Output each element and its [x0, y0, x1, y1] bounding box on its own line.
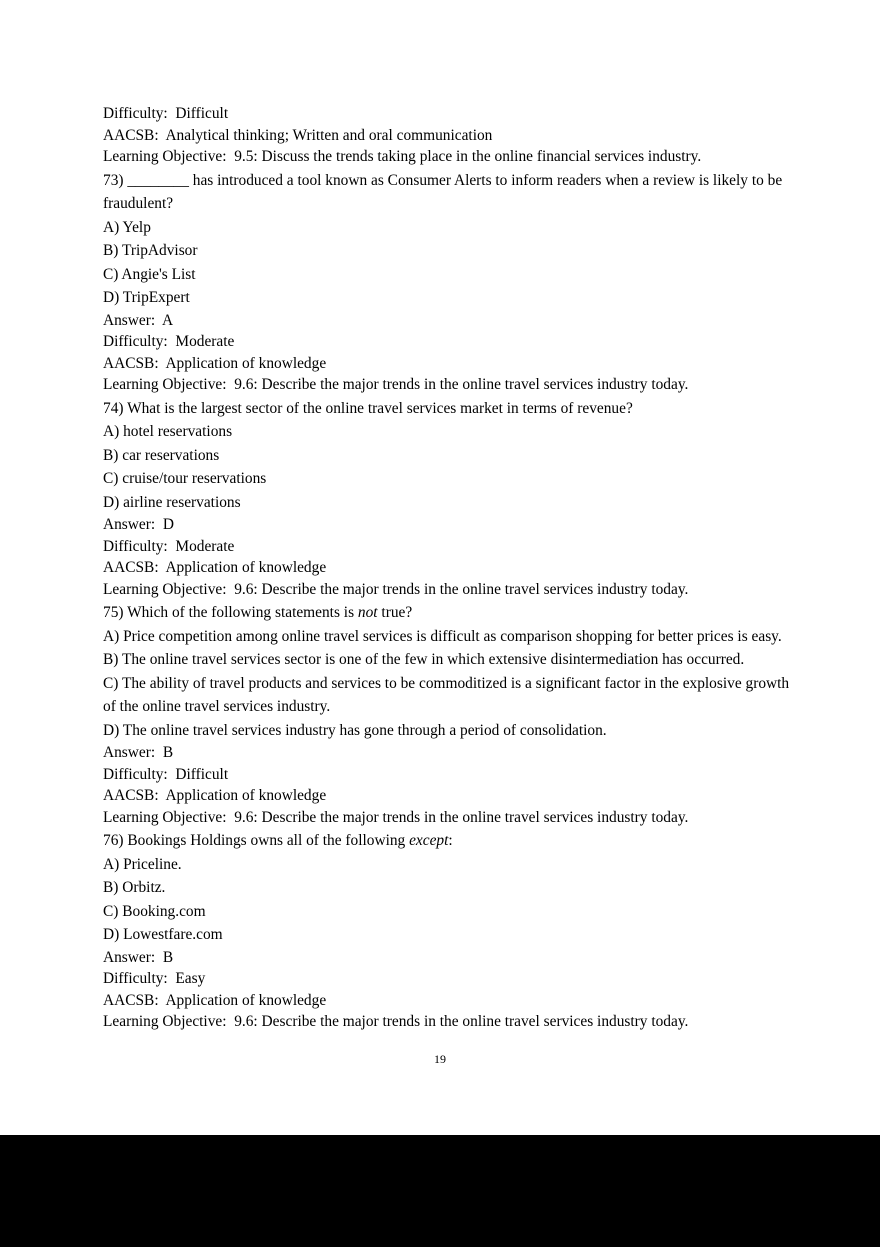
answer-option: C) Booking.com — [103, 902, 206, 920]
emphasized-word: except — [409, 832, 449, 849]
answer-option: C) The ability of travel products and services to be commoditized is a significant factor in the explosive growth of the online travel services industry. — [103, 674, 793, 715]
metadata-line: Learning Objective: 9.6: Describe the major trends in the online travel services industry today. — [103, 580, 689, 598]
document-body — [103, 103, 793, 1033]
metadata-line: Difficulty: Difficult — [103, 105, 229, 122]
emphasized-word: not — [357, 604, 378, 621]
metadata-line: AACSB: Analytical thinking; Written and oral communication — [103, 126, 493, 144]
metadata-line: Answer: B — [103, 744, 174, 761]
answer-option: A) Yelp — [103, 218, 151, 236]
answer-option: D) The online travel services industry has gone through a period of consolidation. — [103, 721, 607, 739]
metadata-line: Difficulty: Easy — [103, 970, 206, 987]
question-text: 74) What is the largest sector of the online travel services market in terms of revenue? — [103, 399, 633, 417]
answer-option: D) TripExpert — [103, 289, 190, 306]
answer-option: D) airline reservations — [103, 493, 241, 511]
answer-option: B) Orbitz. — [103, 879, 166, 896]
answer-option: A) Price competition among online travel services is difficult as comparison shopping for better prices is easy. — [103, 627, 782, 645]
answer-option: B) TripAdvisor — [103, 242, 198, 259]
answer-option: B) car reservations — [103, 446, 220, 464]
answer-option: D) Lowestfare.com — [103, 926, 223, 943]
metadata-line: AACSB: Application of knowledge — [103, 354, 327, 372]
page-bottom-margin — [0, 1135, 880, 1247]
metadata-line: Difficulty: Moderate — [103, 333, 235, 350]
metadata-line: AACSB: Application of knowledge — [103, 991, 327, 1009]
metadata-line: Learning Objective: 9.6: Describe the major trends in the online travel services industry today. — [103, 1013, 689, 1030]
question-text: 76) Bookings Holdings owns all of the following except: — [103, 832, 453, 849]
metadata-line: Answer: A — [103, 311, 174, 329]
answer-option: A) hotel reservations — [103, 423, 233, 440]
metadata-line: Difficulty: Difficult — [103, 765, 229, 783]
answer-option: A) Priceline. — [103, 855, 182, 873]
metadata-line: AACSB: Application of knowledge — [103, 787, 327, 804]
question-text: 75) Which of the following statements is not true? — [103, 604, 413, 621]
answer-option: C) Angie's List — [103, 265, 196, 283]
answer-option: C) cruise/tour reservations — [103, 470, 267, 487]
question-text: 73) ________ has introduced a tool known as Consumer Alerts to inform readers when a review is likely to be fraudulent? — [103, 171, 787, 212]
metadata-line: Answer: D — [103, 516, 174, 533]
metadata-line: Answer: B — [103, 948, 174, 966]
metadata-line: Learning Objective: 9.6: Describe the major trends in the online travel services industry today. — [103, 808, 689, 826]
metadata-line: Learning Objective: 9.6: Describe the major trends in the online travel services industry today. — [103, 376, 689, 393]
metadata-line: AACSB: Application of knowledge — [103, 559, 327, 576]
metadata-line: Learning Objective: 9.5: Discuss the trends taking place in the online financial services industry. — [103, 148, 702, 165]
answer-option: B) The online travel services sector is one of the few in which extensive disintermediation has occurred. — [103, 651, 745, 668]
metadata-line: Difficulty: Moderate — [103, 537, 235, 555]
page-number: 19 — [434, 1052, 446, 1066]
